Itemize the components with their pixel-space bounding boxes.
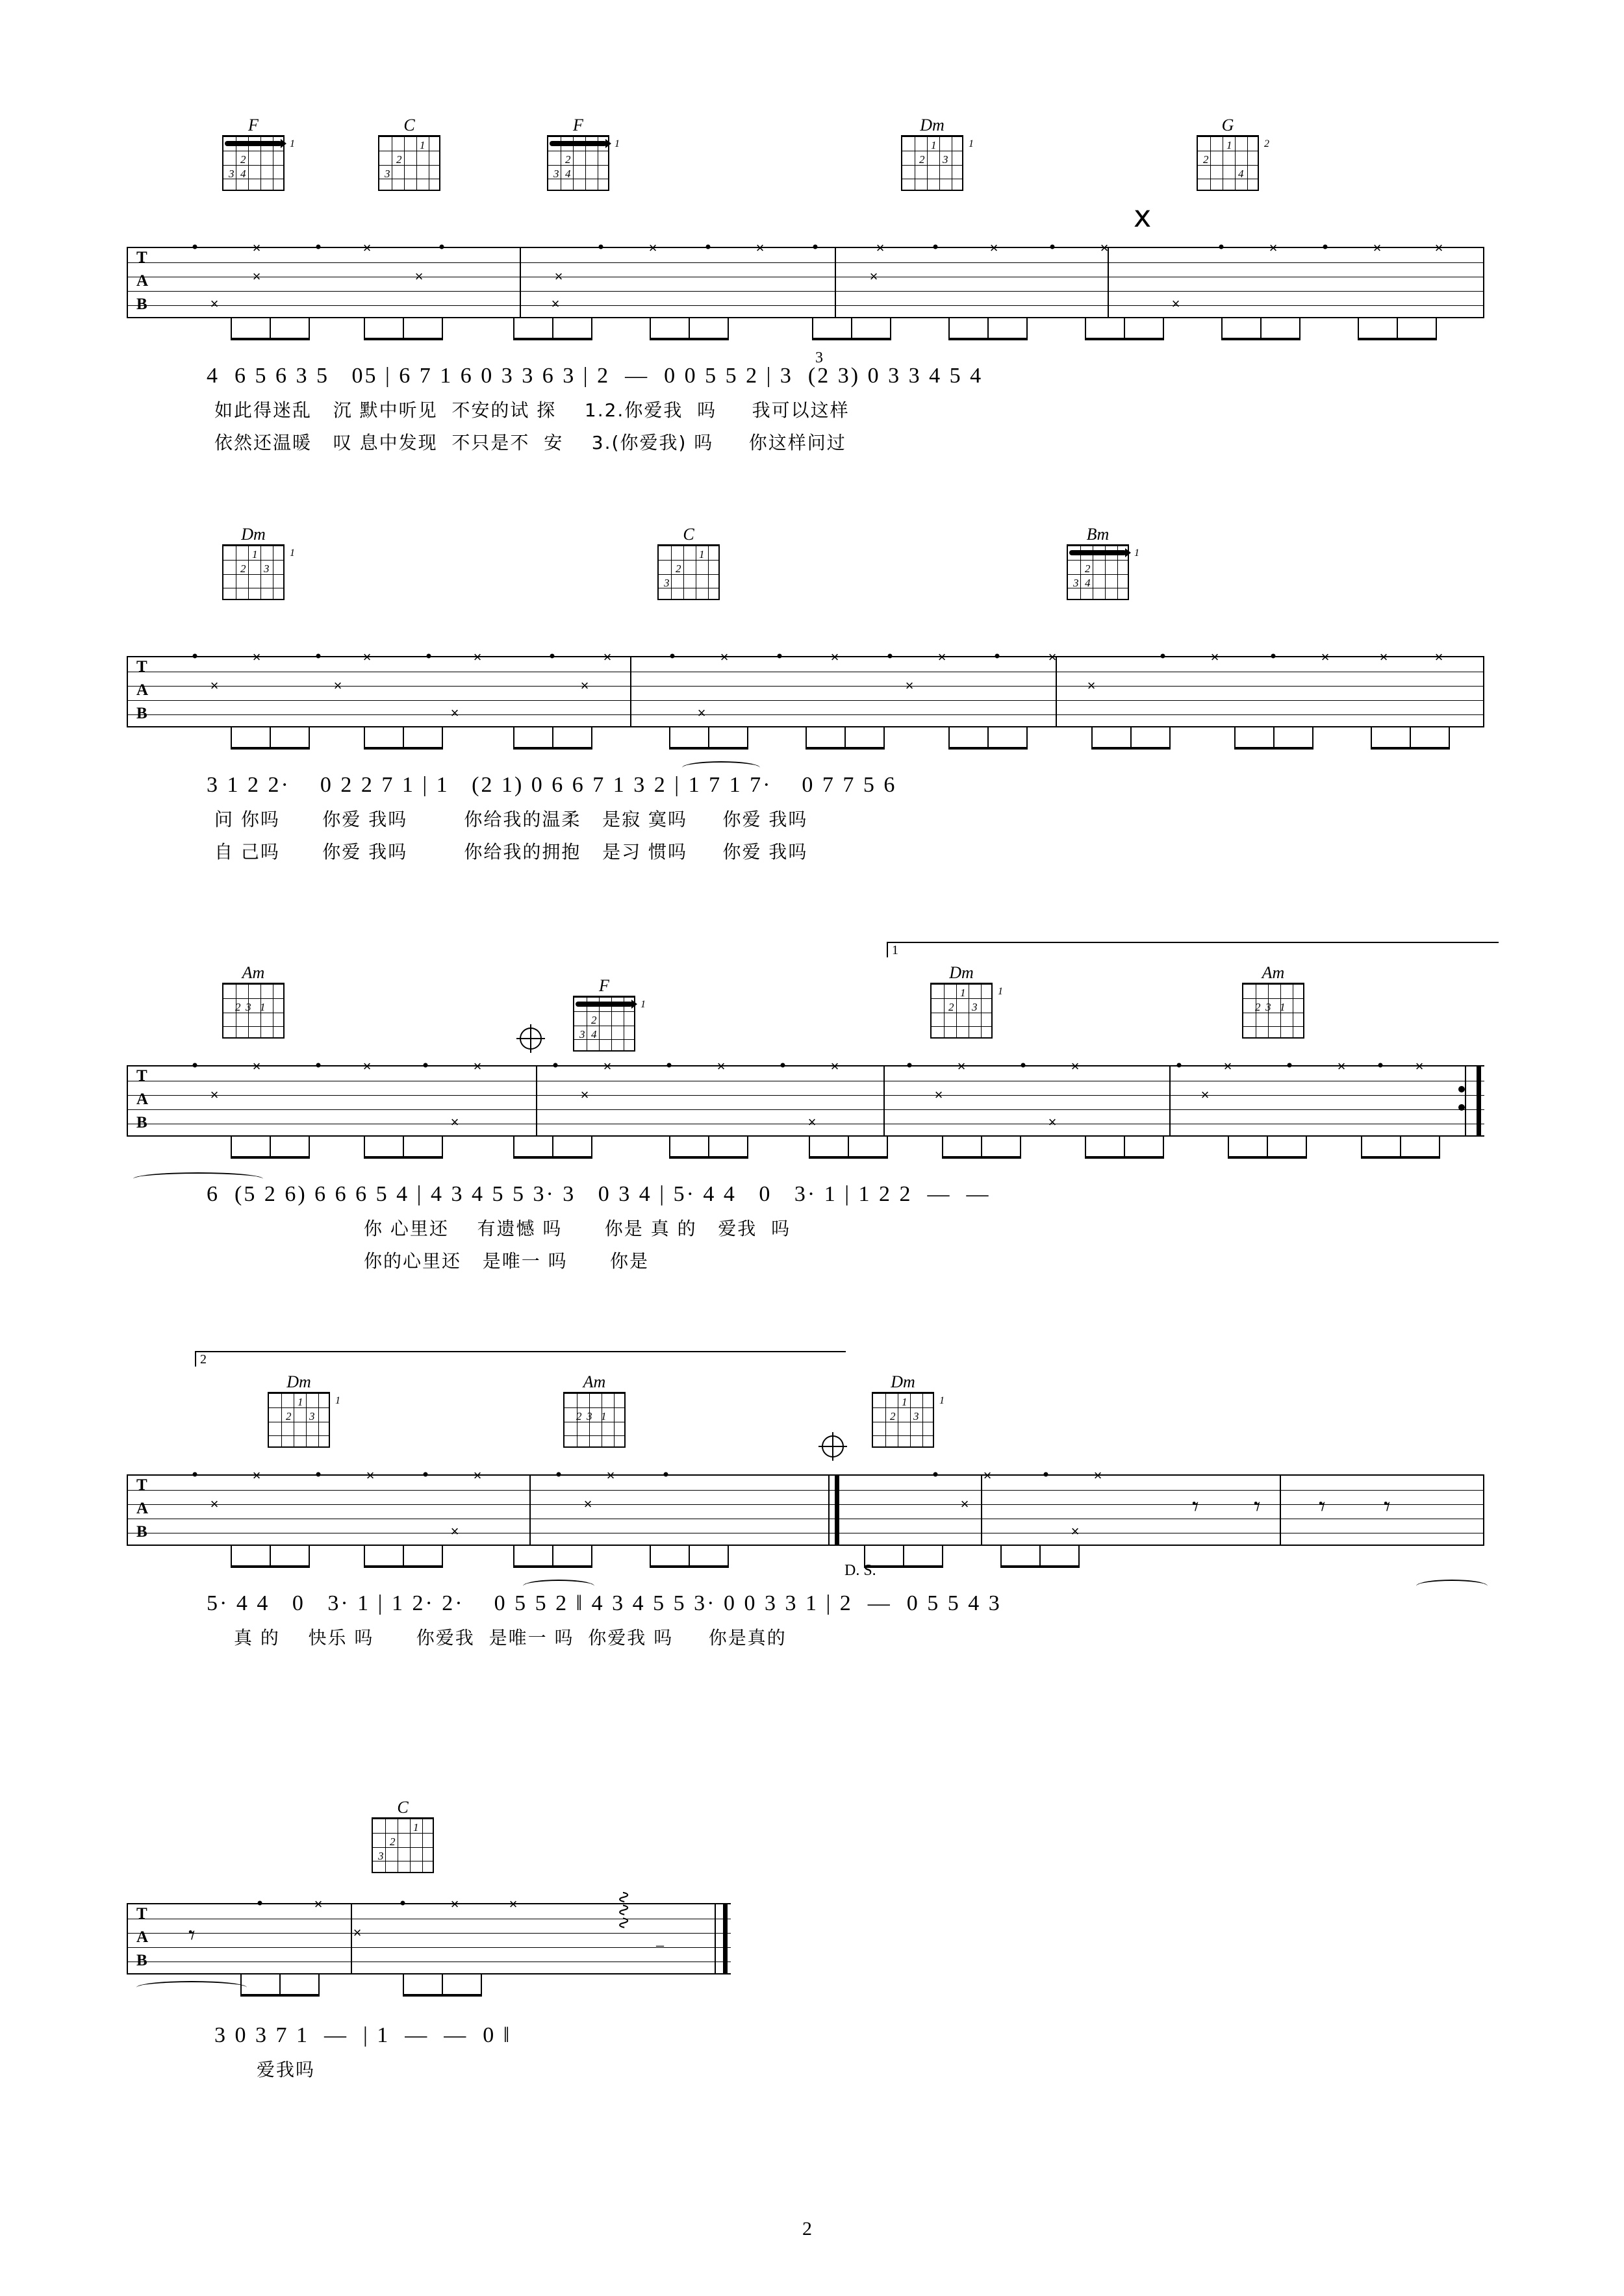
tab-staff-2 <box>127 656 1484 727</box>
strum-x: × <box>1171 296 1180 312</box>
strum-dot <box>933 1472 938 1477</box>
strum-dot <box>1323 245 1328 249</box>
chord-diagram-dm-2 <box>214 525 295 600</box>
lyrics-line-3a: 你 心里还 有遗憾 吗 你是 真 的 爱我 吗 <box>364 1218 791 1239</box>
strum-x: × <box>509 1896 518 1912</box>
strum-x: × <box>606 1467 615 1483</box>
beam-group <box>1000 1546 1091 1568</box>
chord-grid: 2 3 4 1 <box>573 996 635 1052</box>
chord-diagram-am-2 <box>1234 965 1312 1039</box>
chord-name: F <box>573 116 583 134</box>
strum-dot <box>424 1063 428 1068</box>
lyrics-line-2b: 自 己吗 你爱 我吗 你给我的拥抱 是习 惯吗 你爱 我吗 <box>214 841 808 863</box>
beam-group <box>948 318 1039 340</box>
strum-dot <box>440 245 444 249</box>
beam-group <box>806 727 896 750</box>
strum-x: × <box>473 1058 482 1074</box>
strum-x: × <box>1434 240 1443 256</box>
tab-letter-b: B <box>136 1523 147 1541</box>
strum-x: × <box>554 268 563 284</box>
strum-x: × <box>314 1896 323 1912</box>
volta-number: 1 <box>892 943 898 957</box>
strum-x: × <box>353 1924 362 1941</box>
strum-dot <box>193 245 197 249</box>
strum-dot <box>778 654 782 659</box>
strum-x: × <box>252 1058 261 1074</box>
ds-label: D. S. <box>844 1562 876 1579</box>
strum-dot <box>667 1063 672 1068</box>
tab-letter-b: B <box>136 1952 147 1969</box>
chord-diagram-g-1 <box>1189 117 1267 191</box>
strum-x: × <box>937 649 946 665</box>
lyrics-line-4a: 真 的 快乐 吗 你爱我 是唯一 吗 你爱我 吗 你是真的 <box>234 1627 787 1648</box>
strum-dot <box>599 245 603 249</box>
strum-x: × <box>755 240 765 256</box>
final-barline <box>723 1903 728 1974</box>
chord-name: C <box>403 116 415 134</box>
strum-dot <box>781 1063 785 1068</box>
chord-grid: 2 3 1 <box>222 983 285 1039</box>
tab-staff-1 <box>127 247 1484 318</box>
chord-diagram-c-2 <box>650 526 728 600</box>
tab-letter-t: T <box>136 658 147 675</box>
beam-group <box>1091 727 1182 750</box>
chord-name: F <box>599 976 609 995</box>
strum-x: × <box>1379 649 1388 665</box>
strum-x: × <box>1048 1114 1057 1130</box>
strum-dot <box>557 1472 561 1477</box>
strum-x: × <box>1434 649 1443 665</box>
chord-grid: 1 2 3 1 <box>872 1392 934 1448</box>
rest-eighth: 𝄾 <box>188 1921 196 1950</box>
strum-x: × <box>252 1467 261 1483</box>
beam-group <box>669 727 760 750</box>
chord-name: Dm <box>920 116 945 134</box>
strum-x: × <box>414 268 424 284</box>
beam-group <box>812 318 903 340</box>
strum-x: × <box>450 1523 459 1539</box>
strum-dot <box>907 1063 912 1068</box>
numbered-notation-1: 4 6 5 6 3 5 05 | 6 7 1 6 0 3 3 6 3 | 2 — 0 0 5 5 2 | 3 (2 3) 0 3 3 4 5 4 <box>207 364 983 388</box>
phrase-slur <box>136 1981 247 1994</box>
chord-name: Dm <box>241 525 266 544</box>
volta-number: 2 <box>200 1352 207 1367</box>
tab-letter-t: T <box>136 1476 147 1494</box>
chord-grid: 1 2 3 1 <box>268 1392 330 1448</box>
tab-letter-a: A <box>136 681 149 699</box>
page-number: 2 <box>802 2218 812 2239</box>
chord-name: Am <box>583 1372 606 1391</box>
strum-x: × <box>473 1467 482 1483</box>
chord-diagram-dm-3 <box>922 963 1003 1039</box>
strum-dot <box>316 1472 321 1477</box>
beam-group <box>513 727 604 750</box>
strum-dot <box>995 654 1000 659</box>
chord-diagram-am-1 <box>214 965 292 1039</box>
lyrics-line-5a: 爱我吗 <box>257 2059 316 2080</box>
beam-group <box>1221 318 1312 340</box>
strum-x: × <box>905 677 914 694</box>
strum-x: × <box>830 649 839 665</box>
chord-grid: 2 3 1 <box>563 1392 626 1448</box>
strum-x: × <box>1200 1087 1210 1103</box>
strum-x: × <box>1223 1058 1232 1074</box>
numbered-notation-4: 5· 4 4 0 3· 1 | 1 2· 2· 0 5 5 2 ‖ 4 3 4 5 5 3· 0 0 3 3 1 | 2 — 0 5 5 4 3 <box>207 1591 1002 1615</box>
tab-letter-t: T <box>136 249 147 266</box>
tab-letter-t: T <box>136 1067 147 1085</box>
beam-group <box>513 318 604 340</box>
beam-group <box>231 1137 322 1159</box>
tab-staff-3 <box>127 1065 1484 1137</box>
tab-letter-a: A <box>136 1500 149 1517</box>
chord-diagram-dm-4 <box>260 1374 338 1448</box>
strum-dot <box>888 654 893 659</box>
tab-staff-5 <box>127 1903 731 1974</box>
strum-x: × <box>362 240 372 256</box>
strum-dot <box>1161 654 1165 659</box>
rest-eighth: 𝄾 <box>1384 1492 1391 1522</box>
strum-x: × <box>1210 649 1219 665</box>
strum-x: × <box>210 1087 219 1103</box>
chord-diagram-dm-5 <box>864 1372 945 1448</box>
strum-x: × <box>583 1496 592 1512</box>
chord-name: C <box>683 525 694 544</box>
strum-dot <box>1288 1063 1292 1068</box>
tab-letter-t: T <box>136 1905 147 1923</box>
beam-group <box>364 1137 455 1159</box>
ending-number-3: 3 <box>815 349 823 366</box>
strum-dot <box>316 654 321 659</box>
chord-name: Am <box>1262 963 1285 982</box>
rest-eighth: 𝄾 <box>1192 1492 1199 1522</box>
chord-grid: 2 3 1 <box>1242 983 1304 1039</box>
chord-diagram-f-3 <box>565 976 646 1052</box>
strum-x: × <box>210 296 219 312</box>
beam-group <box>513 1546 604 1568</box>
lyrics-line-1a: 如此得迷乱 沉 默中听见 不安的试 探 1.2.你爱我 吗 我可以这样 <box>214 399 850 421</box>
numbered-notation-2: 3 1 2 2· 0 2 2 7 1 | 1 (2 1) 0 6 6 7 1 3 2 | 1 7 1 7· 0 7 7 5 6 <box>207 773 897 797</box>
strum-x: × <box>210 677 219 694</box>
beam-group <box>650 1546 741 1568</box>
beam-group <box>864 1546 955 1568</box>
strum-x: × <box>807 1114 817 1130</box>
chord-grid: 1 2 3 <box>657 544 720 600</box>
chord-grid: 2 3 4 1 <box>547 135 609 191</box>
beam-group <box>513 1137 604 1159</box>
tab-letter-b: B <box>136 705 147 722</box>
strum-x: × <box>960 1496 969 1512</box>
beam-group <box>403 1974 494 1997</box>
strum-dot <box>664 1472 668 1477</box>
chord-name: C <box>397 1798 409 1817</box>
beam-group <box>231 318 322 340</box>
beam-group <box>1361 1137 1452 1159</box>
strum-dot <box>813 245 818 249</box>
strum-x: × <box>603 649 612 665</box>
strum-x: × <box>603 1058 612 1074</box>
strum-x: × <box>473 649 482 665</box>
strum-x: × <box>252 268 261 284</box>
strum-x: × <box>934 1087 943 1103</box>
beam-group <box>809 1137 900 1159</box>
strum-dot <box>1271 654 1276 659</box>
chord-diagram-f-1 <box>214 116 295 191</box>
beam-group <box>1234 727 1325 750</box>
beam-group <box>1371 727 1462 750</box>
arpeggio-wavy: ∿∿∿ <box>614 1890 633 1929</box>
strum-dot <box>258 1901 262 1906</box>
strum-x: × <box>1373 240 1382 256</box>
beam-group <box>1228 1137 1319 1159</box>
chord-name: Bm <box>1086 525 1110 544</box>
tie-slur <box>682 761 760 774</box>
beam-group <box>364 318 455 340</box>
hold-dash: – <box>656 1937 664 1954</box>
beam-group <box>240 1974 331 1997</box>
tab-letter-b: B <box>136 296 147 313</box>
strum-dot <box>1378 1063 1383 1068</box>
strum-dot <box>424 1472 428 1477</box>
strum-dot <box>427 654 431 659</box>
chord-grid: 1 2 4 2 <box>1197 135 1259 191</box>
repeat-dots <box>1458 1086 1465 1122</box>
chord-diagram-c-3 <box>364 1799 442 1873</box>
strum-x: × <box>333 677 342 694</box>
strum-x: × <box>648 240 657 256</box>
strum-x: × <box>366 1467 375 1483</box>
strum-x: × <box>1071 1523 1080 1539</box>
chord-grid: 1 2 3 <box>372 1817 434 1873</box>
strum-x: × <box>1269 240 1278 256</box>
strum-dot <box>316 245 321 249</box>
tab-letter-b: B <box>136 1114 147 1131</box>
strum-x: × <box>1321 649 1330 665</box>
lyrics-line-1b: 依然还温暖 叹 息中发现 不只是不 安 3.(你爱我) 吗 你这样问过 <box>214 432 846 453</box>
strum-x: × <box>450 1896 459 1912</box>
chord-name: Dm <box>286 1372 311 1391</box>
chord-diagram-am-3 <box>555 1374 633 1448</box>
strum-dot <box>550 654 555 659</box>
numbered-notation-3: 6 (5 2 6) 6 6 6 5 4 | 4 3 4 5 5 3· 3 0 3 4 | 5· 4 4 0 3· 1 | 1 2 2 — — <box>207 1182 991 1206</box>
beam-group <box>1085 318 1176 340</box>
strum-x: × <box>957 1058 966 1074</box>
strum-x: × <box>1100 240 1109 256</box>
strum-x: × <box>1087 677 1096 694</box>
chord-name: Am <box>242 963 265 982</box>
strum-x: × <box>830 1058 839 1074</box>
strum-dot <box>316 1063 321 1068</box>
strum-x: × <box>989 240 998 256</box>
repeat-end-barline <box>1477 1065 1481 1137</box>
strum-x: × <box>697 705 706 721</box>
rest-eighth: 𝄾 <box>1319 1492 1326 1522</box>
strum-x: × <box>876 240 885 256</box>
lyrics-line-3b: 你的心里还 是唯一 吗 你是 <box>364 1250 650 1272</box>
beam-group <box>948 727 1039 750</box>
chord-grid: 2 3 4 1 <box>1067 544 1129 600</box>
beam-group <box>1085 1137 1176 1159</box>
strum-x: × <box>1071 1058 1080 1074</box>
beam-group <box>669 1137 760 1159</box>
chord-grid: 1 2 3 1 <box>222 544 285 600</box>
rest-eighth: 𝄾 <box>1254 1492 1261 1522</box>
tie-slur <box>1416 1580 1488 1593</box>
strum-x: × <box>450 1114 459 1130</box>
numbered-notation-5: 3 0 3 7 1 — | 1 — — 0 ‖ <box>214 2023 512 2047</box>
beam-group <box>231 727 322 750</box>
coda-sign <box>822 1435 844 1457</box>
chord-diagram-f-2 <box>539 116 620 191</box>
volta-bracket-1 <box>887 942 1499 957</box>
strum-x: × <box>580 677 589 694</box>
strum-x: × <box>580 1087 589 1103</box>
strum-x: × <box>983 1467 992 1483</box>
beam-group <box>364 1546 455 1568</box>
strum-x: × <box>1337 1058 1346 1074</box>
coda-sign <box>520 1028 542 1050</box>
strum-dot <box>1219 245 1224 249</box>
strum-dot <box>193 1063 197 1068</box>
tie-slur <box>523 1580 594 1593</box>
chord-name: F <box>248 116 259 134</box>
strum-dot <box>1044 1472 1048 1477</box>
chord-grid: 1 2 3 <box>378 135 440 191</box>
beam-group <box>650 318 741 340</box>
strum-x: × <box>362 649 372 665</box>
tab-staff-4 <box>127 1474 1484 1546</box>
strum-x: × <box>252 649 261 665</box>
strum-x: × <box>869 268 878 284</box>
strum-x: × <box>1415 1058 1424 1074</box>
chord-diagram-dm-1 <box>893 116 974 191</box>
chord-diagram-bm <box>1059 526 1137 600</box>
beam-group <box>364 727 455 750</box>
tab-letter-a: A <box>136 1091 149 1108</box>
chord-name: G <box>1221 116 1234 134</box>
strum-dot <box>670 654 675 659</box>
strum-x: × <box>551 296 560 312</box>
segno-sign: x <box>1134 199 1152 234</box>
beam-group <box>1358 318 1449 340</box>
tab-letter-a: A <box>136 1928 149 1946</box>
strum-x: × <box>1093 1467 1102 1483</box>
double-barline <box>835 1474 839 1546</box>
chord-name: Dm <box>949 963 974 982</box>
strum-dot <box>706 245 711 249</box>
strum-dot <box>1177 1063 1182 1068</box>
strum-dot <box>193 1472 197 1477</box>
strum-dot <box>553 1063 558 1068</box>
strum-dot <box>401 1901 405 1906</box>
lyrics-line-2a: 问 你吗 你爱 我吗 你给我的温柔 是寂 寞吗 你爱 我吗 <box>214 809 808 830</box>
tab-letter-a: A <box>136 272 149 290</box>
strum-dot <box>933 245 938 249</box>
chord-grid: 1 2 3 1 <box>930 983 993 1039</box>
chord-name: Dm <box>891 1372 915 1391</box>
strum-x: × <box>362 1058 372 1074</box>
chord-diagram-c-1 <box>370 117 448 191</box>
strum-x: × <box>1048 649 1057 665</box>
strum-dot <box>193 654 197 659</box>
strum-dot <box>1021 1063 1026 1068</box>
strum-dot <box>1050 245 1055 249</box>
beam-group <box>942 1137 1033 1159</box>
chord-grid: 2 3 4 1 <box>222 135 285 191</box>
strum-x: × <box>720 649 729 665</box>
volta-bracket-2 <box>195 1351 846 1367</box>
beam-group <box>231 1546 322 1568</box>
strum-x: × <box>450 705 459 721</box>
strum-x: × <box>252 240 261 256</box>
chord-grid: 1 2 3 1 <box>901 135 963 191</box>
strum-x: × <box>717 1058 726 1074</box>
strum-x: × <box>210 1496 219 1512</box>
